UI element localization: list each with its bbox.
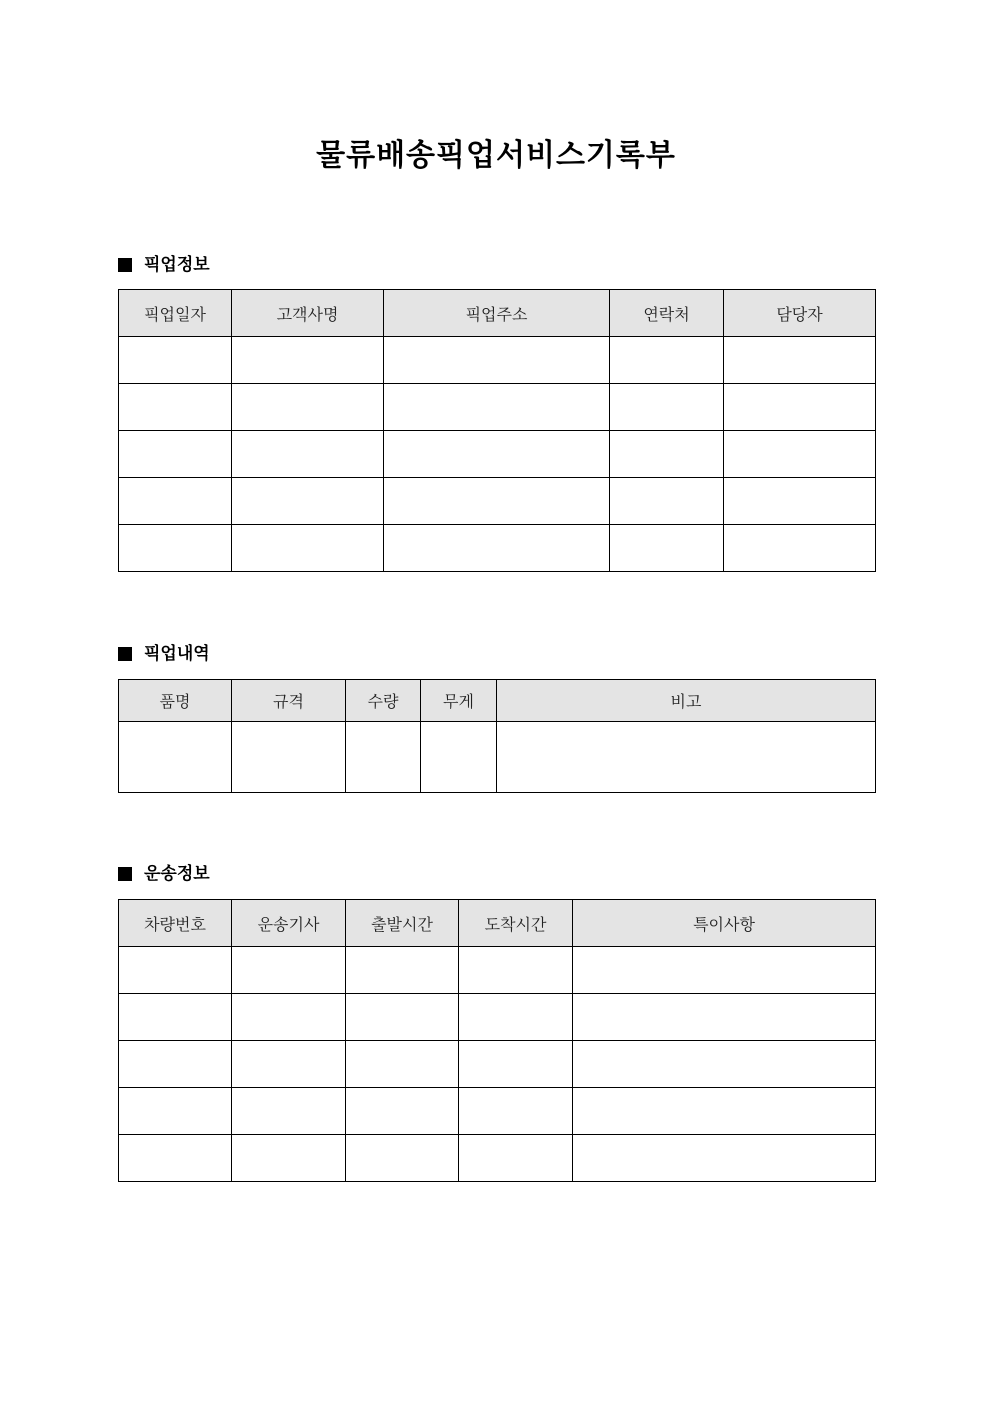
- column-header-item-name: 품명: [119, 680, 232, 722]
- column-header-spec: 규격: [232, 680, 346, 722]
- cell-vehicle-number[interactable]: [119, 947, 232, 994]
- cell-special-notes[interactable]: [573, 1088, 876, 1135]
- cell-client-name[interactable]: [232, 337, 384, 384]
- document-title: 물류배송픽업서비스기록부: [316, 138, 676, 173]
- cell-contact[interactable]: [610, 337, 724, 384]
- cell-pickup-date[interactable]: [119, 478, 232, 525]
- cell-vehicle-number[interactable]: [119, 1088, 232, 1135]
- cell-pickup-date[interactable]: [119, 525, 232, 572]
- table-row: [119, 994, 876, 1041]
- cell-manager[interactable]: [724, 337, 876, 384]
- column-header-weight: 무게: [421, 680, 497, 722]
- section-heading-label: 픽업정보: [144, 255, 210, 275]
- cell-departure-time[interactable]: [346, 947, 459, 994]
- column-header-departure-time: 출발시간: [346, 900, 459, 947]
- cell-arrival-time[interactable]: [459, 947, 573, 994]
- cell-driver[interactable]: [232, 994, 346, 1041]
- cell-vehicle-number[interactable]: [119, 1135, 232, 1182]
- cell-vehicle-number[interactable]: [119, 1041, 232, 1088]
- cell-item-name[interactable]: [119, 722, 232, 793]
- cell-manager[interactable]: [724, 384, 876, 431]
- cell-pickup-date[interactable]: [119, 384, 232, 431]
- table-row: [119, 722, 876, 793]
- cell-contact[interactable]: [610, 478, 724, 525]
- column-header-pickup-address: 픽업주소: [384, 290, 610, 337]
- cell-pickup-address[interactable]: [384, 525, 610, 572]
- black-square-icon: [118, 647, 132, 661]
- cell-arrival-time[interactable]: [459, 1135, 573, 1182]
- cell-pickup-address[interactable]: [384, 478, 610, 525]
- column-header-special-notes: 특이사항: [573, 900, 876, 947]
- table-row: [119, 1041, 876, 1088]
- cell-spec[interactable]: [232, 722, 346, 793]
- cell-pickup-address[interactable]: [384, 431, 610, 478]
- cell-vehicle-number[interactable]: [119, 994, 232, 1041]
- transport-info-table: [118, 899, 876, 1182]
- column-header-arrival-time: 도착시간: [459, 900, 573, 947]
- cell-remarks[interactable]: [497, 722, 876, 793]
- cell-special-notes[interactable]: [573, 1041, 876, 1088]
- table-header-row: [119, 680, 876, 722]
- column-header-contact: 연락처: [610, 290, 724, 337]
- cell-weight[interactable]: [421, 722, 497, 793]
- cell-pickup-date[interactable]: [119, 337, 232, 384]
- column-header-quantity: 수량: [346, 680, 421, 722]
- cell-pickup-address[interactable]: [384, 337, 610, 384]
- cell-manager[interactable]: [724, 525, 876, 572]
- table-header-row: [119, 290, 876, 337]
- table-row: [119, 384, 876, 431]
- section-heading-label: 운송정보: [144, 864, 210, 884]
- cell-driver[interactable]: [232, 1088, 346, 1135]
- cell-contact[interactable]: [610, 431, 724, 478]
- table-row: [119, 478, 876, 525]
- table-header-row: [119, 900, 876, 947]
- pickup-info-table: [118, 289, 876, 572]
- section-heading-label: 픽업내역: [144, 644, 210, 664]
- cell-manager[interactable]: [724, 431, 876, 478]
- section-heading-pickup-info: [118, 254, 210, 276]
- cell-special-notes[interactable]: [573, 1135, 876, 1182]
- cell-departure-time[interactable]: [346, 1088, 459, 1135]
- cell-contact[interactable]: [610, 384, 724, 431]
- cell-driver[interactable]: [232, 947, 346, 994]
- table-row: [119, 431, 876, 478]
- cell-pickup-date[interactable]: [119, 431, 232, 478]
- column-header-driver: 운송기사: [232, 900, 346, 947]
- cell-arrival-time[interactable]: [459, 994, 573, 1041]
- cell-client-name[interactable]: [232, 525, 384, 572]
- column-header-client-name: 고객사명: [232, 290, 384, 337]
- column-header-manager: 담당자: [724, 290, 876, 337]
- cell-client-name[interactable]: [232, 478, 384, 525]
- table-row: [119, 1135, 876, 1182]
- cell-pickup-address[interactable]: [384, 384, 610, 431]
- cell-departure-time[interactable]: [346, 1135, 459, 1182]
- cell-client-name[interactable]: [232, 384, 384, 431]
- cell-driver[interactable]: [232, 1135, 346, 1182]
- cell-departure-time[interactable]: [346, 994, 459, 1041]
- black-square-icon: [118, 867, 132, 881]
- column-header-remarks: 비고: [497, 680, 876, 722]
- cell-special-notes[interactable]: [573, 947, 876, 994]
- cell-quantity[interactable]: [346, 722, 421, 793]
- pickup-details-table: [118, 679, 876, 793]
- cell-contact[interactable]: [610, 525, 724, 572]
- cell-driver[interactable]: [232, 1041, 346, 1088]
- cell-arrival-time[interactable]: [459, 1041, 573, 1088]
- cell-departure-time[interactable]: [346, 1041, 459, 1088]
- section-heading-pickup-details: [118, 643, 210, 665]
- section-heading-transport-info: [118, 863, 210, 885]
- column-header-pickup-date: 픽업일자: [119, 290, 232, 337]
- cell-manager[interactable]: [724, 478, 876, 525]
- cell-special-notes[interactable]: [573, 994, 876, 1041]
- cell-client-name[interactable]: [232, 431, 384, 478]
- cell-arrival-time[interactable]: [459, 1088, 573, 1135]
- table-row: [119, 337, 876, 384]
- table-row: [119, 1088, 876, 1135]
- black-square-icon: [118, 258, 132, 272]
- table-row: [119, 525, 876, 572]
- table-row: [119, 947, 876, 994]
- column-header-vehicle-number: 차량번호: [119, 900, 232, 947]
